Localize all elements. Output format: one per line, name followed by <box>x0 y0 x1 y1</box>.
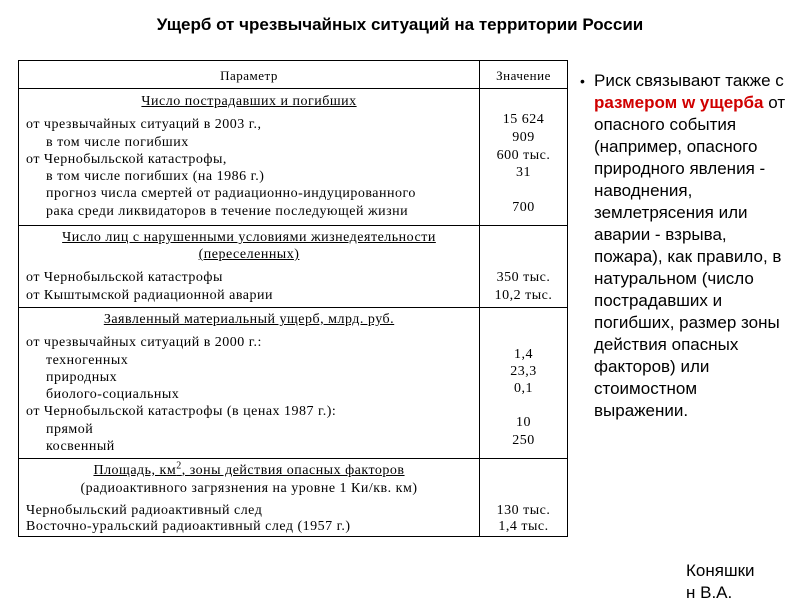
section1-row3: от Чернобыльской катастрофы, <box>26 152 227 167</box>
side-text-part3: от опасного события (например, опасного природного явления - наводнения, землетрясения или аварии - взрыва, пожара), как правило, в натуральном (число пострадавших и погибших, размер зоны действия опасных факторов) или стоимостном выражении. <box>594 93 786 420</box>
author-line2: н В.А. <box>686 583 733 602</box>
section3-row6: прямой <box>46 422 94 437</box>
section2-row1: от Чернобыльской катастрофы <box>26 270 223 285</box>
section1-value4: 31 <box>516 165 531 180</box>
section4-subtitle: (радиоактивного загрязнения на уровне 1 Ки/кв. км) <box>80 481 418 496</box>
section2-value1: 350 тыс. <box>496 270 551 285</box>
author <box>686 560 755 604</box>
section1-row4: в том числе погибших (на 1986 г.) <box>46 169 265 184</box>
section3-value2: 1,4 <box>514 347 533 362</box>
section4-title-sup: 2 <box>176 460 182 472</box>
section4-title <box>19 462 479 480</box>
section1-value2: 909 <box>512 130 535 145</box>
section3-row7: косвенный <box>46 439 115 454</box>
section4-value2: 1,4 тыс. <box>498 519 549 534</box>
side-note <box>580 70 795 422</box>
section2-value2: 10,2 тыс. <box>494 288 553 303</box>
section1-row1: от чрезвычайных ситуаций в 2003 г., <box>26 117 262 132</box>
section1-row2: в том числе погибших <box>46 135 189 150</box>
section2-row2: от Кыштымской радиационной аварии <box>26 288 273 303</box>
section3-value3: 23,3 <box>510 364 537 379</box>
header-divider <box>19 88 567 89</box>
bullet-icon: • <box>580 73 585 89</box>
side-note-text <box>594 70 795 422</box>
section1-row6: рака среди ликвидаторов в течение последующей жизни <box>46 204 409 219</box>
section3-divider <box>19 458 567 459</box>
header-parameter: Параметр <box>220 68 278 83</box>
section1-title: Число пострадавших и погибших <box>141 94 357 109</box>
page-title: Ущерб от чрезвычайных ситуаций на территории России <box>156 15 644 34</box>
side-text-part1: Риск связывают также с <box>594 71 784 90</box>
damage-table <box>18 60 568 537</box>
section3-row5: от Чернобыльской катастрофы (в ценах 1987 г.): <box>26 404 337 419</box>
section3-row4: биолого-социальных <box>46 387 180 402</box>
section3-value7: 250 <box>512 433 535 448</box>
section3-row2: техногенных <box>46 353 129 368</box>
section4-row2: Восточно-уральский радиоактивный след (1957 г.) <box>26 519 351 534</box>
section3-value4: 0,1 <box>514 381 533 396</box>
section2-subtitle: (переселенных) <box>198 247 300 262</box>
section1-value6: 700 <box>512 200 535 215</box>
section2-title: Число лиц с нарушенными условиями жизнедеятельности <box>62 230 436 245</box>
section4-value1: 130 тыс. <box>496 503 551 518</box>
section1-divider <box>19 225 567 226</box>
section3-row1: от чрезвычайных ситуаций в 2000 г.: <box>26 335 262 350</box>
header-value: Значение <box>496 68 551 83</box>
section3-value6: 10 <box>516 415 531 430</box>
section4-title-main: Площадь, км <box>93 463 177 478</box>
section4-row1: Чернобыльский радиоактивный след <box>26 503 263 518</box>
section4-title-rest: , зоны действия опасных факторов <box>181 463 405 478</box>
side-highlight-damage: w ущерба <box>681 93 764 112</box>
side-highlight-size: размером <box>594 93 678 112</box>
section3-title: Заявленный материальный ущерб, млрд. руб. <box>103 312 395 327</box>
section2-divider <box>19 307 567 308</box>
section1-value1: 15 624 <box>502 112 545 127</box>
section1-value3: 600 тыс. <box>496 148 551 163</box>
author-line1: Коняшки <box>686 561 755 580</box>
section3-row3: природных <box>46 370 118 385</box>
section1-row5: прогноз числа смертей от радиационно-индуцированного <box>46 186 416 201</box>
